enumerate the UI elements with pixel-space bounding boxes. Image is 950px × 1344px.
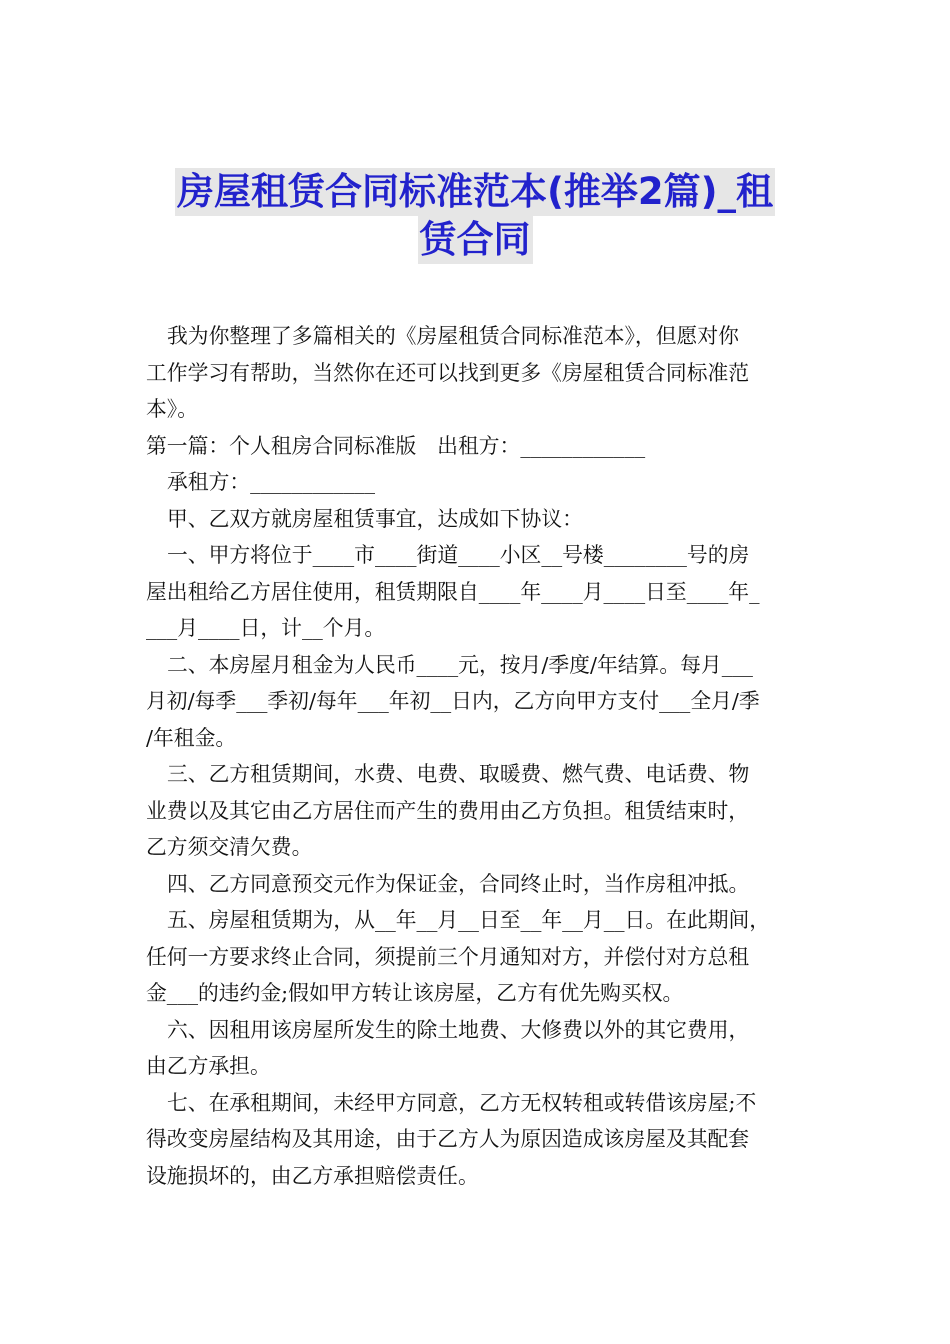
body-line: 工作学习有帮助，当然你在还可以找到更多《房屋租赁合同标准范	[146, 360, 750, 385]
body-line: 七、在承租期间，未经甲方同意，乙方无权转租或转借该房屋;不	[167, 1090, 757, 1115]
title-line-2: 赁合同	[418, 216, 533, 264]
body-line: 四、乙方同意预交元作为保证金，合同终止时，当作房租冲抵。	[167, 871, 750, 896]
body-line: ___月____日，计__个月。	[146, 616, 386, 640]
body-line: 金___的违约金;假如甲方转让该房屋，乙方有优先购买权。	[146, 981, 684, 1005]
body-line: 六、因租用该房屋所发生的除土地费、大修费以外的其它费用，	[167, 1017, 750, 1042]
body-line: 乙方须交清欠费。	[146, 835, 313, 859]
body-line: /年租金。	[146, 725, 237, 750]
body-line: 三、乙方租赁期间，水费、电费、取暖费、燃气费、电话费、物	[167, 762, 750, 786]
body-line: 我为你整理了多篇相关的《房屋租赁合同标准范本》，但愿对你	[167, 324, 739, 348]
body-line: 第一篇：个人租房合同标准版 出租方：____________	[146, 433, 646, 458]
document-title	[0, 168, 950, 264]
body-line: 设施损坏的，由乙方承担赔偿责任。	[146, 1163, 479, 1188]
body-line: 二、本房屋月租金为人民币____元，按月/季度/年结算。每月___	[167, 652, 753, 677]
body-line: 由乙方承担。	[146, 1054, 271, 1078]
body-line: 屋出租给乙方居住使用，租赁期限自____年____月____日至____年_	[146, 579, 760, 604]
body-line: 五、房屋租赁期为，从__年__月__日至__年__月__日。在此期间，	[167, 908, 771, 932]
body-line: 得改变房屋结构及其用途，由于乙方人为原因造成该房屋及其配套	[146, 1127, 750, 1151]
body-line: 甲、乙双方就房屋租赁事宜，达成如下协议：	[167, 506, 583, 531]
title-line-1: 房屋租赁合同标准范本(推举2篇)_租	[175, 168, 775, 216]
body-line: 任何一方要求终止合同，须提前三个月通知对方，并偿付对方总租	[146, 944, 750, 969]
body-line: 承租方：____________	[167, 470, 375, 494]
body-line: 本》。	[146, 397, 198, 421]
body-line: 一、甲方将位于____市____街道____小区__号楼________号的房	[167, 543, 750, 567]
body-line: 月初/每季___季初/每年___年初__日内，乙方向甲方支付___全月/季	[146, 689, 760, 713]
body-line: 业费以及其它由乙方居住而产生的费用由乙方负担。租赁结束时，	[146, 798, 750, 823]
document-body	[146, 318, 818, 1194]
